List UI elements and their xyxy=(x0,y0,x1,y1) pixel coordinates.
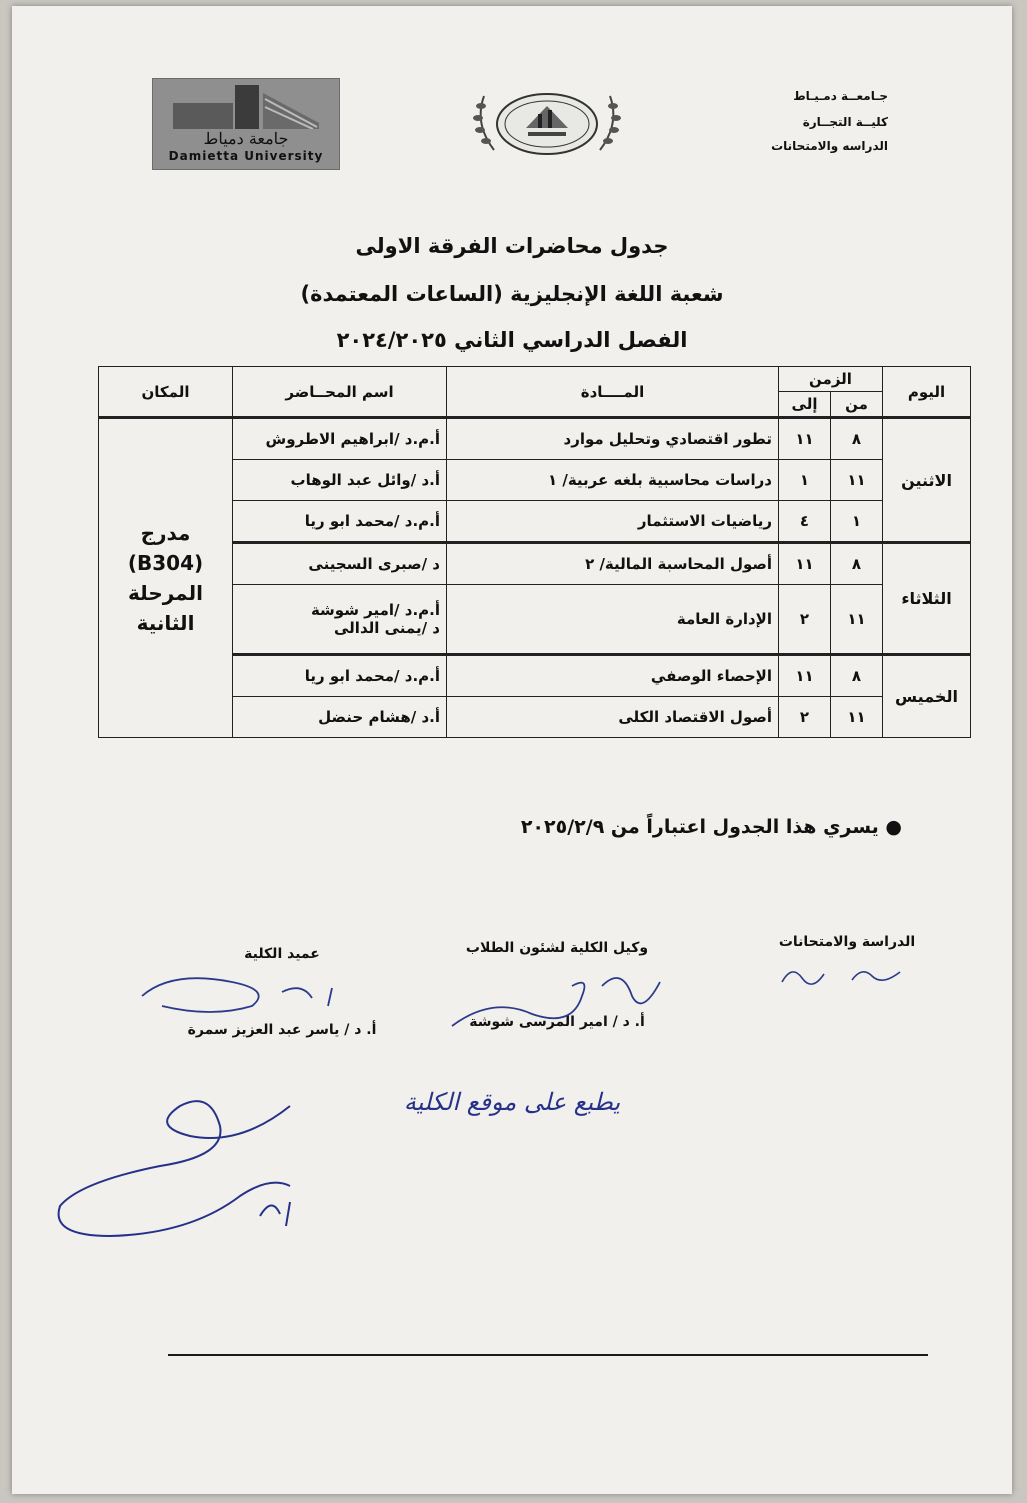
lecturer: أ.م.د /محمد ابو ريا xyxy=(233,501,447,543)
lecturer xyxy=(233,585,447,655)
table-row xyxy=(99,418,971,460)
subject: تطور اقتصادي وتحليل موارد xyxy=(447,418,779,460)
schedule-title: جدول محاضرات الفرقة الاولى xyxy=(355,234,669,258)
day-monday: الاثنين xyxy=(883,418,971,543)
time-from: ١ xyxy=(831,501,883,543)
place-line-1: مدرج xyxy=(140,521,191,545)
time-from: ١١ xyxy=(831,585,883,655)
lecture-hall xyxy=(99,418,233,738)
document-page xyxy=(12,6,1012,1494)
department-name: الدراسه والامتحانات xyxy=(771,139,888,153)
place-line-3: المرحلة xyxy=(128,581,203,605)
time-to: ٤ xyxy=(779,501,831,543)
time-to: ١١ xyxy=(779,418,831,460)
place-line-4: الثانية xyxy=(136,611,195,635)
logo-name-ar: جامعة دمياط xyxy=(203,129,289,148)
lecturer: أ.د /هشام حنضل xyxy=(233,697,447,738)
time-to: ١١ xyxy=(779,655,831,697)
subject: الإدارة العامة xyxy=(447,585,779,655)
effective-date-text: يسري هذا الجدول اعتباراً من ٢٠٢٥/٢/٩ xyxy=(520,816,879,838)
subject: أصول الاقتصاد الكلى xyxy=(447,697,779,738)
vice-dean-name: أ. د / امير المرسى شوشة xyxy=(469,1014,645,1030)
faculty-emblem-icon xyxy=(464,84,630,164)
dean-name: أ. د / ياسر عبد العزيز سمرة xyxy=(187,1022,377,1038)
time-to: ٢ xyxy=(779,585,831,655)
header-from: من xyxy=(831,392,883,418)
day-tuesday: الثلاثاء xyxy=(883,543,971,655)
time-from: ٨ xyxy=(831,418,883,460)
time-from: ١١ xyxy=(831,697,883,738)
university-logo xyxy=(152,78,340,170)
exams-signature-icon xyxy=(772,954,922,994)
effective-date-note xyxy=(432,816,902,838)
subject: أصول المحاسبة المالية/ ٢ xyxy=(447,543,779,585)
university-logo-icon xyxy=(173,83,319,129)
time-from: ٨ xyxy=(831,655,883,697)
subject: دراسات محاسبية بلغه عربية/ ١ xyxy=(447,460,779,501)
logo-name-en: Damietta University xyxy=(168,149,324,163)
header-place: المكان xyxy=(99,367,233,418)
header-day: اليوم xyxy=(883,367,971,418)
handwritten-note: يطبع على موقع الكلية xyxy=(403,1088,621,1116)
approval-signature-icon xyxy=(40,1086,420,1266)
time-from: ١١ xyxy=(831,460,883,501)
day-thursday: الخميس xyxy=(883,655,971,738)
time-to: ١١ xyxy=(779,543,831,585)
bullet-icon: ● xyxy=(878,816,902,838)
lecturer: أ.م.د /ابراهيم الاطروش xyxy=(233,418,447,460)
lecturer: أ.م.د /محمد ابو ريا xyxy=(233,655,447,697)
exams-label: الدراسة والامتحانات xyxy=(778,934,916,950)
time-to: ٢ xyxy=(779,697,831,738)
vice-dean-label: وكيل الكلية لشئون الطلاب xyxy=(465,940,649,956)
header-time: الزمن xyxy=(779,367,883,392)
time-from: ٨ xyxy=(831,543,883,585)
faculty-name: كليــة التجــارة xyxy=(802,115,888,129)
lecturer-name-1: أ.م.د /امير شوشة xyxy=(310,601,440,619)
footer-rule xyxy=(168,1354,928,1356)
subject: الإحصاء الوصفي xyxy=(447,655,779,697)
place-line-2: (B304) xyxy=(127,551,204,575)
header-lecturer: اسم المحــاضر xyxy=(233,367,447,418)
schedule-subtitle: شعبة اللغة الإنجليزية (الساعات المعتمدة) xyxy=(300,282,724,306)
semester-line: الفصل الدراسي الثاني ٢٠٢٤/٢٠٢٥ xyxy=(336,328,688,352)
lecturer: أ.د /وائل عبد الوهاب xyxy=(233,460,447,501)
subject: رياضيات الاستثمار xyxy=(447,501,779,543)
time-to: ١ xyxy=(779,460,831,501)
schedule-table xyxy=(98,366,971,738)
vice-dean-signature-icon xyxy=(432,956,672,1036)
lecturer-name-2: د /يمنى الدالى xyxy=(334,619,440,637)
header-subject: المــــادة xyxy=(447,367,779,418)
lecturer: د /صبرى السجينى xyxy=(233,543,447,585)
header-to: إلى xyxy=(779,392,831,418)
dean-signature-icon xyxy=(132,962,372,1022)
dean-label: عميد الكلية xyxy=(244,946,320,962)
university-name: جـامعــة دمـيـاط xyxy=(793,89,888,103)
